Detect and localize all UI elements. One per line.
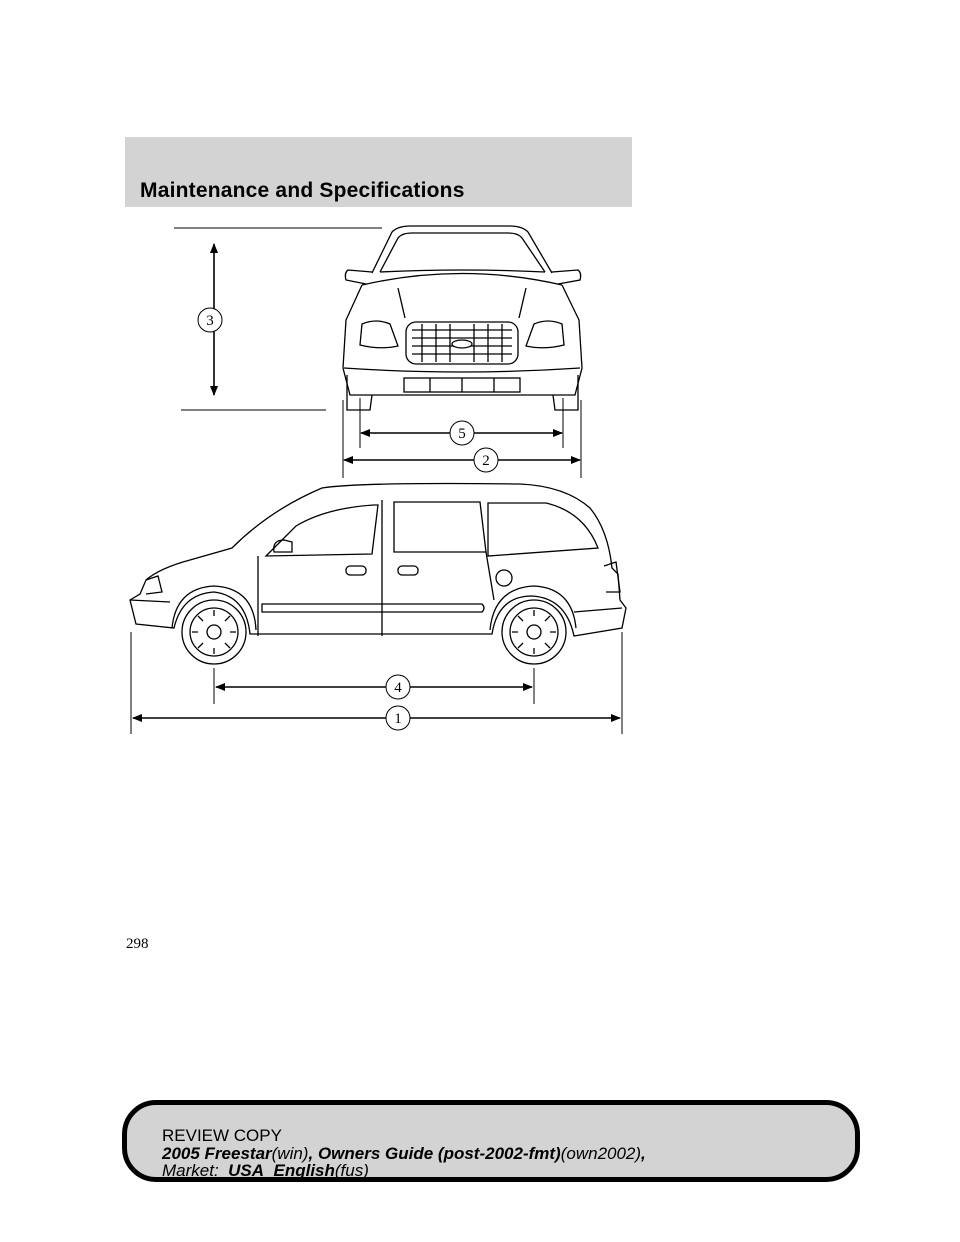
guide-name: Owners Guide (post-2002-fmt): [317, 1144, 561, 1163]
guide-code: (own2002): [560, 1144, 642, 1163]
front-view-vehicle: [343, 226, 582, 410]
separator: ,: [641, 1144, 646, 1163]
model-name: 2005 Freestar: [162, 1144, 272, 1163]
callout-5: [450, 421, 474, 445]
svg-text:2: 2: [482, 453, 490, 469]
separator: ,: [308, 1144, 314, 1163]
callout-4: [386, 675, 410, 699]
market-label: Market:: [162, 1161, 219, 1180]
front-dimension-lines: [174, 228, 581, 478]
svg-text:1: 1: [394, 711, 402, 727]
market-line: [162, 1162, 369, 1179]
market-code: (fus): [334, 1161, 369, 1180]
review-copy-label: REVIEW COPY: [162, 1126, 282, 1145]
svg-text:4: 4: [394, 680, 402, 696]
market-name: USA_English: [228, 1161, 335, 1180]
svg-text:5: 5: [458, 426, 466, 442]
callout-3: [198, 308, 222, 332]
callout-1: [386, 706, 410, 730]
document-identifier: [162, 1145, 646, 1162]
model-code: (win): [271, 1144, 309, 1163]
callout-2: [474, 448, 498, 472]
svg-text:3: 3: [206, 313, 214, 329]
side-dimension-lines: [131, 632, 622, 734]
side-view-vehicle: [130, 484, 626, 665]
section-title: Maintenance and Specifications: [140, 179, 465, 202]
page-number: 298: [126, 936, 149, 952]
